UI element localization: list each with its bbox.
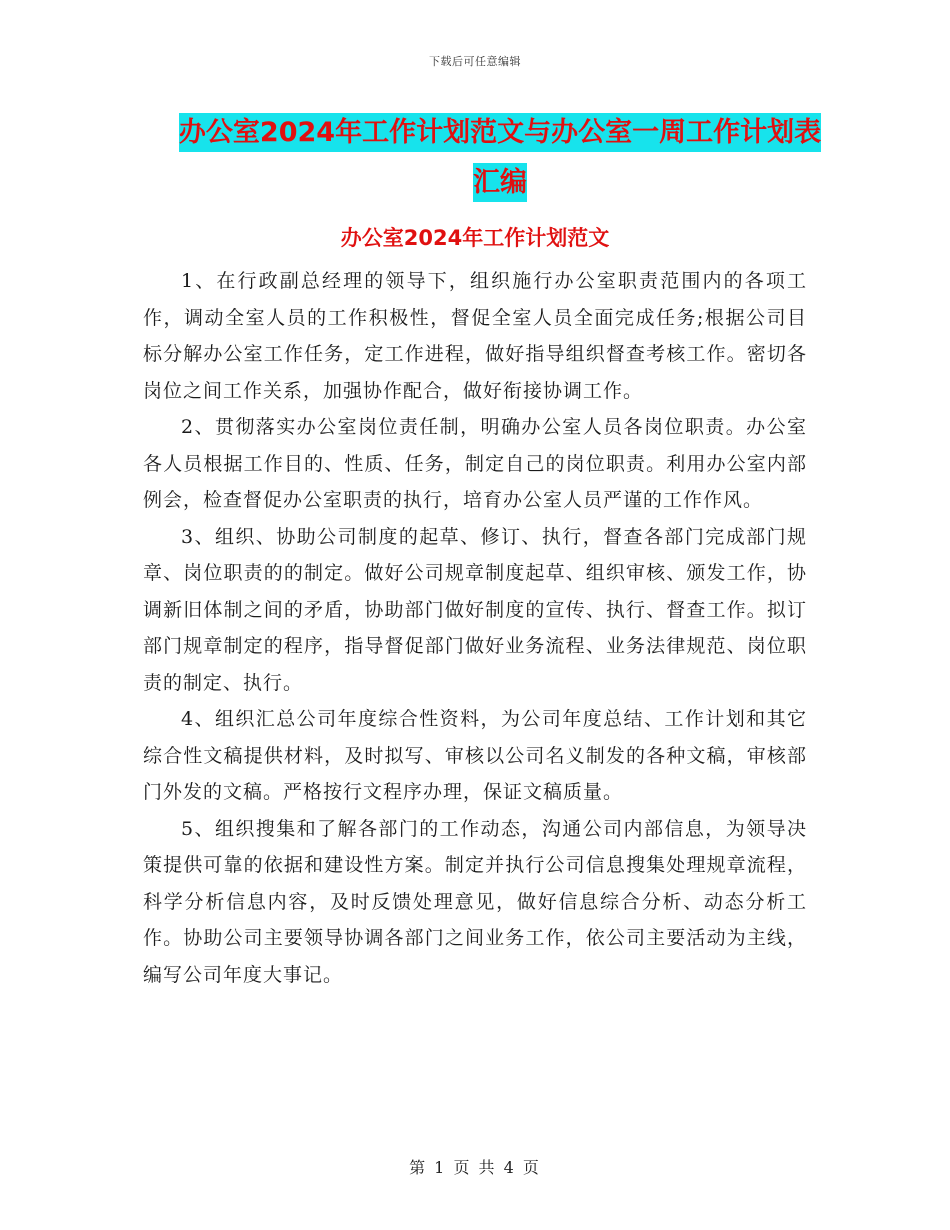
document-title bbox=[170, 108, 830, 208]
paragraph-1: 1、在行政副总经理的领导下，组织施行办公室职责范围内的各项工作，调动全室人员的工作积极性，督促全室人员全面完成任务;根据公司目标分解办公室工作任务，定工作进程，做好指导组织督查考核工作。密切各岗位之间工作关系，加强协作配合，做好衔接协调工作。 bbox=[143, 270, 807, 402]
page-footer: 第 1 页 共 4 页 bbox=[409, 1158, 541, 1177]
paragraph-3: 3、组织、协助公司制度的起草、修订、执行，督查各部门完成部门规章、岗位职责的的制定。做好公司规章制度起草、组织审核、颁发工作，协调新旧体制之间的矛盾，协助部门做好制度的宣传、执行、督查工作。拟订部门规章制定的程序，指导督促部门做好业务流程、业务法律规范、岗位职责的制定、执行。 bbox=[143, 525, 807, 694]
document-title-line-1: 办公室2024年工作计划范文与办公室一周工作计划表 bbox=[179, 113, 821, 152]
paragraph-2: 2、贯彻落实办公室岗位责任制，明确办公室人员各岗位职责。办公室各人员根据工作目的、性质、任务，制定自己的岗位职责。利用办公室内部例会，检查督促办公室职责的执行，培育办公室人员严谨的工作作风。 bbox=[143, 416, 807, 511]
document-body bbox=[143, 263, 807, 993]
paragraph-4: 4、组织汇总公司年度综合性资料，为公司年度总结、工作计划和其它综合性文稿提供材料，及时拟写、审核以公司名义制发的各种文稿，审核部门外发的文稿。严格按行文程序办理，保证文稿质量。 bbox=[143, 708, 807, 803]
paragraph-5: 5、组织搜集和了解各部门的工作动态，沟通公司内部信息，为领导决策提供可靠的依据和建设性方案。制定并执行公司信息搜集处理规章流程，科学分析信息内容，及时反馈处理意见，做好信息综合分析、动态分析工作。协助公司主要领导协调各部门之间业务工作，依公司主要活动为主线，编写公司年度大事记。 bbox=[143, 817, 807, 986]
page-header: 下载后可任意编辑 bbox=[429, 55, 521, 68]
section-title: 办公室2024年工作计划范文 bbox=[340, 226, 610, 250]
document-title-line-2: 汇编 bbox=[473, 163, 527, 202]
